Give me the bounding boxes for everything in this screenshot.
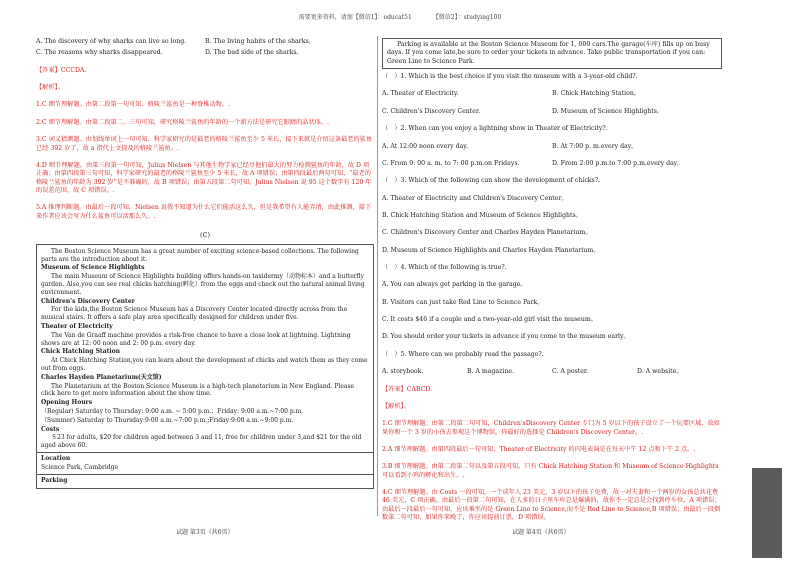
para-costs: ＄23 for adults, $20 for children aged between 3 and 11, free for children under 3,and $21 for the old aged above 60. — [41, 434, 362, 450]
passage-intro: The Boston Science Museum has a great number of exciting science-based collections. The following parts are the introduction about it. — [41, 247, 359, 263]
explanation-4: 4.D 细节理解题。由第三段第一句可知，Julius Nielsen 与其他生物学家已经尽他们最大的努力检测鲨鱼的年龄，故 D 项正确；由第四段第三句可知，科学家研究的最老的格陵兰鲨鱼至少 5 米长，故 A 项错误；由第四段最后两句可知，“最老的格陵兰鲨鱼的年龄为 392 岁”是不准确的，故 B 项错误；由第五段第二句可知，Julius Nielsen 说 95 这个数字有 120 年的误差范围，故 C 项错误。. — [36, 161, 372, 194]
options-row — [382, 160, 722, 168]
options-row — [382, 90, 722, 98]
answer-line: 【答案】CCCDA. — [36, 66, 87, 74]
explanation-heading: 【解析】。 — [382, 402, 410, 410]
question-2: （ ）2. When can you enjoy a lightning show in Theater of Electricity?. — [382, 125, 608, 133]
answer-line: 【答案】CABCD. — [382, 385, 433, 393]
option-c: C. It costs $46 if a couple and a two-year-old girl visit the museum。 — [382, 316, 597, 324]
option-c: C. From 9: 00 a. m. to 7: 00 p.m.on Fridays. — [382, 159, 520, 167]
option-b: B. Chick Hatching Station。 — [552, 90, 641, 98]
explanation-2: 2.C 细节理解题。由第二段第二、三句可知，研究格陵兰鲨鱼的年龄的一个新方法是研究它眼睛的晶状体。. — [36, 118, 330, 126]
options-row — [382, 108, 722, 116]
location-row — [37, 452, 373, 472]
option-b: B. A magazine. — [467, 368, 514, 376]
explanation-4: 4.C 细节理解题。由 Costs 一段可知，一个成年人 23 美元，3 岁以下的孩子免费，故一对夫妻和一个两岁的女孩总共花费 46 美元，C 项正确。由最后一段第二句可知，在人多的日子里车库总是爆满的，故你不一定总是会找到停车位，A 项错误；由最后一段最后一句可知，应该乘坐的是 Green Line to Science,而不是 Red Line to Science,B 项错误；由最后一段倒数第二句可知，如果你来晚了，你应该提前订票，D 项错误。 — [382, 489, 721, 522]
options-row — [382, 143, 722, 151]
parking-paragraph: Parking is available at the Boston Science Museum for 1, 000 cars.The garage(车库) fills up on busy days. If you come late,be sure to order your tickets in advance. Take public transportation if you can: Green Line to Science Park. — [382, 38, 722, 69]
heading-planetarium: Charles Hayden Planetarium(天文馆) — [41, 373, 162, 381]
para-electricity: The Van de Graaff machine provides a risk-free chance to have a close look at lightning. Lightning shows are at 12: 00 noon and 2: 00 p.m. every day. — [41, 331, 351, 347]
option-b: B. Visitors can just take Red Line to Science Park。 — [382, 298, 544, 306]
parking-row — [37, 474, 373, 485]
explanation-2: 2.A 细节理解题。由第四段最后一句可知，Theater of Electricity 的闪电表演是在每天中午 12 点和下午 2 点。. — [382, 445, 696, 453]
options-row — [36, 49, 374, 57]
page-header: 需要更多资料，请加【微信1】：educat51 【微信2】：studying100 — [298, 14, 502, 21]
option-a: A. At 12:00 noon every day. — [382, 142, 468, 150]
option-d: D. The bad side of the sharks。 — [205, 49, 303, 57]
option-a: A. storybook. — [382, 368, 424, 376]
page-footer-left: 试题 第3页（共6页） — [176, 529, 234, 536]
para-discovery: For the kids,the Boston Science Museum has a Discovery Center located directly across from the musical stairs. It offers a safe play area specifically designed for children under five. — [41, 306, 348, 322]
option-d: D. Museum of Science Highlights and Charles Hayden Planetarium。 — [382, 246, 600, 254]
option-c: C. A poster. — [552, 368, 589, 376]
option-b: B. The living habits of the sharks。 — [205, 38, 315, 45]
heading-costs: Costs — [41, 425, 60, 433]
para-highlights: The main Museum of Science Highlights building offers hands-on taxidermy（动物标本）and a butterfly garden. Also,you can see real chicks hatching(孵化）from the eggs and check out the natural animal living environment. — [41, 273, 365, 296]
explanation-3: 3.C 词义猜测题。由划线单词上一句可知，科学家研究的是最老的格陵兰鲨鱼至少 5 米长，接下来就是介绍这条最老的鲨鱼已经 392 岁了，故 a 指代上文提及的格陵兰鲨鱼。. — [36, 136, 373, 152]
question-5: （ ）5. Where can we probably read the passage?. — [382, 350, 544, 358]
option-c: C. Children's Discovery Center and Charles Hayden Planetarium。 — [382, 229, 592, 237]
heading-electricity: Theater of Electricity — [41, 322, 113, 330]
option-d: D. Museum of Science Highlights。 — [552, 107, 664, 115]
heading-parking: Parking — [41, 476, 68, 484]
option-c: C. The reasons why sharks disappeared. — [36, 49, 163, 57]
para-hours-summer: （Summer) Saturday to Thursday:9:00 a.m.~7:00 p.m.;Friday:9:00 a.m.~9:00 p.m. — [41, 416, 294, 424]
page-footer-right: 试题 第4页（共6页） — [512, 529, 570, 536]
option-a: A. You can always get parking in the garage。 — [382, 281, 527, 289]
option-a: A. Theater of Electricity and Children's Discovery Center。 — [382, 194, 568, 202]
option-d: D. You should order your tickets in advance if you come to the museum early。 — [382, 333, 630, 341]
option-b: B. At 7:00 p. m.every day。 — [552, 142, 638, 150]
passage-box — [36, 244, 374, 490]
option-c: C. Children's Discovery Center. — [382, 107, 481, 115]
explanation-3: 3.B 细节理解题。由第二段第二句以及第五段可知，只有 Chick Hatching Station 和 Museum of Science Highlights 可以看到小鸡的孵化和出生。. — [382, 463, 719, 479]
explanation-heading: 【解析】。 — [36, 84, 64, 92]
option-a: A. Theater of Electricity. — [382, 90, 459, 98]
heading-discovery: Children's Discovery Center — [41, 297, 135, 305]
left-column — [36, 38, 374, 489]
question-3: （ ）3. Which of the following can show the development of chicks?. — [382, 177, 600, 185]
option-a: A. The discovery of why sharks can live so long. — [36, 38, 187, 45]
question-1: （ ）1. Which is the best choice if you visit the museum with a 3-year-old child?. — [382, 73, 638, 81]
para-planetarium: The Planetarium at the Boston Science Museum is a high-tech planetarium in New England. Please click here to get more information about the show time. — [41, 382, 355, 398]
para-hours-regular: （Regular) Saturday to Thursday: 9:00 a.m. ~ 5:00 p.m.；Friday: 9:00 a.m.~7:00 p.m. — [41, 407, 304, 415]
option-b: B. Chick Hatching Station and Museum of Science Highlights。 — [382, 211, 582, 219]
options-row — [382, 368, 722, 376]
explanation-1: 1.C 细节理解题。由第二段第一句可知，格陵兰鲨鱼是一种脊椎动物。. — [36, 101, 231, 109]
right-column — [382, 38, 722, 532]
section-title: (C) — [199, 231, 211, 240]
para-chick: At Chick Hatching Station,you can learn about the development of chicks and watch them as they come out from eggs. — [41, 357, 368, 372]
question-4: （ ）4. Which of the following is true?. — [382, 264, 507, 272]
side-gray-block — [752, 468, 782, 558]
heading-hours: Opening Hours — [41, 399, 93, 407]
option-d: D. A website。 — [637, 368, 683, 376]
column-divider — [377, 36, 378, 516]
heading-location: Location — [41, 454, 71, 462]
explanation-5: 5.A 推理判断题。由最后一段可知，Nielsen 说我不知道为什么它们能活这么久，但是我希望有人能弄清，由此推测，接下来作者应该会写为什么鲨鱼可以活那么久。. — [36, 204, 372, 220]
heading-chick: Chick Hatching Station — [41, 348, 120, 356]
heading-highlights: Museum of Science Highlights — [41, 264, 145, 272]
options-row — [36, 38, 374, 46]
para-location: Science Park, Cambridge — [41, 463, 119, 471]
option-d: D. From 2:00 p.m.to 7:00 p.m.every day。 — [552, 159, 684, 167]
explanation-1: 1.C 细节理解题。由第二段第二句可知，Children'sDiscovery Center 专门为 5 岁以下的孩子设立了一个玩要区域，故如果你和一个 3 岁的小孩去参观这个博物馆，你最好的选择是 Children's Discovery Center。. — [382, 420, 720, 436]
